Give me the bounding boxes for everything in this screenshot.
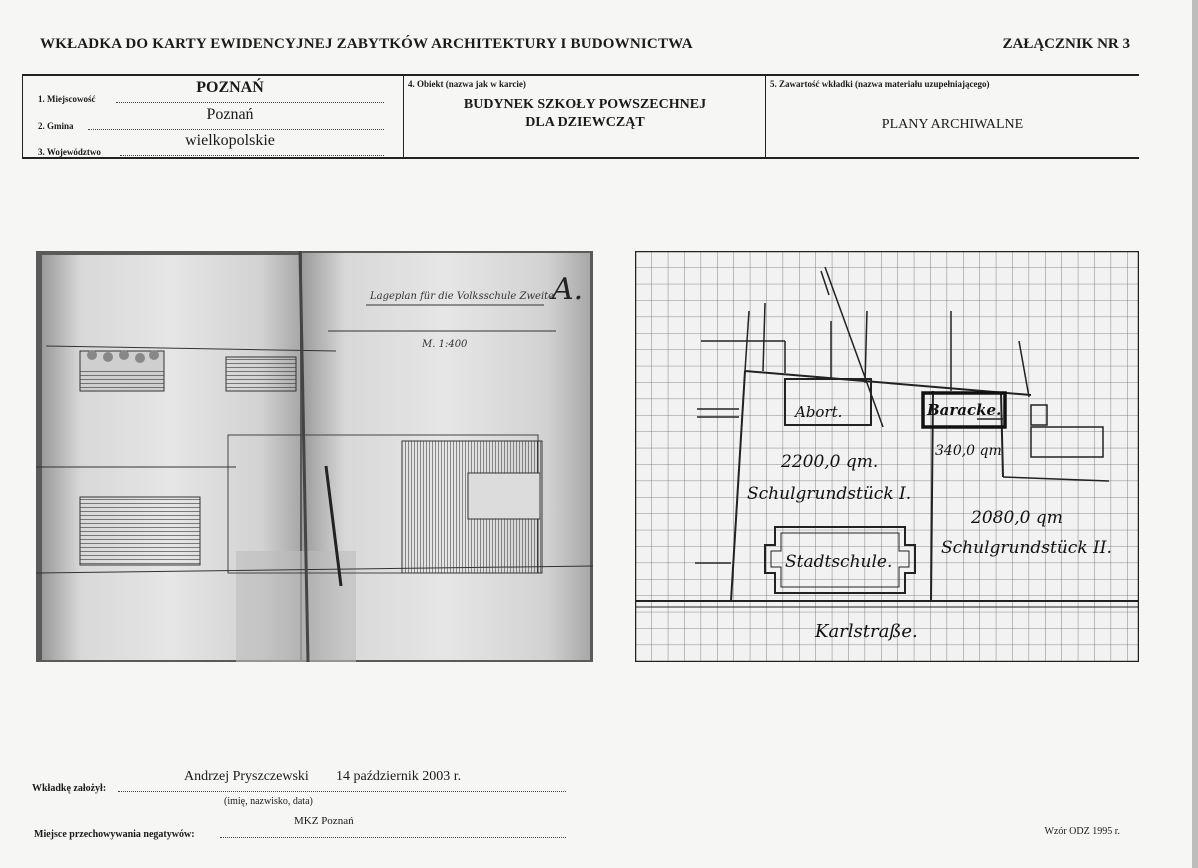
storage-label: Miejsce przechowywania negatywów: bbox=[34, 829, 195, 840]
content-label: 5. Zawartość wkładki (nazwa materiału uzupełniającego) bbox=[770, 79, 990, 89]
author-name: Andrzej Pryszczewski bbox=[184, 769, 309, 784]
annex-number: ZAŁĄCZNIK NR 3 bbox=[1002, 36, 1130, 52]
object-name-line1: BUDYNEK SZKOŁY POWSZECHNEJ bbox=[463, 97, 707, 112]
author-label: Wkładkę założył: bbox=[32, 783, 107, 794]
label-plot-2: Schulgrundstück II. bbox=[941, 538, 1112, 558]
table-divider-1 bbox=[22, 74, 23, 158]
miejscowosc-dots bbox=[116, 102, 384, 103]
miejscowosc-label: 1. Miejscowość bbox=[38, 94, 96, 104]
table-top-rule bbox=[22, 74, 1139, 76]
label-area-baracke: 340,0 qm bbox=[935, 443, 1002, 459]
gmina-value: Poznań bbox=[206, 106, 254, 123]
redrawn-plan-grid bbox=[635, 251, 1139, 662]
wojewodztwo-dots bbox=[120, 155, 384, 156]
form-model-note: Wzór ODZ 1995 r. bbox=[1044, 826, 1120, 837]
wojewodztwo-value: wielkopolskie bbox=[185, 132, 275, 149]
object-label: 4. Obiekt (nazwa jak w karcie) bbox=[408, 79, 526, 89]
object-name-line2: DLA DZIEWCZĄT bbox=[525, 115, 645, 130]
content-value: PLANY ARCHIWALNE bbox=[881, 117, 1024, 132]
archival-plan-photo bbox=[36, 251, 593, 662]
label-baracke: Baracke. bbox=[927, 401, 1002, 419]
label-abort: Abort. bbox=[795, 403, 843, 421]
plan-scale: M. 1:400 bbox=[422, 339, 468, 350]
table-bottom-rule bbox=[22, 157, 1139, 159]
label-plot-1: Schulgrundstück I. bbox=[747, 484, 912, 504]
label-street: Karlstraße. bbox=[815, 621, 918, 642]
storage-dots bbox=[220, 837, 566, 838]
label-stadtschule: Stadtschule. bbox=[785, 552, 893, 572]
document-title: WKŁADKA DO KARTY EWIDENCYJNEJ ZABYTKÓW ARCHITEKTURY I BUDOWNICTWA bbox=[40, 36, 693, 52]
author-date: 14 październik 2003 r. bbox=[336, 769, 462, 784]
plan-corner-letter: A. bbox=[552, 272, 584, 307]
storage-value: MKZ Poznań bbox=[294, 815, 354, 827]
label-area-2: 2080,0 qm bbox=[971, 508, 1063, 528]
wojewodztwo-label: 3. Województwo bbox=[38, 147, 101, 157]
miejscowosc-value: POZNAŃ bbox=[196, 79, 264, 96]
author-hint: (imię, nazwisko, data) bbox=[224, 796, 313, 807]
label-area-1: 2200,0 qm. bbox=[781, 452, 879, 472]
author-dots bbox=[118, 791, 566, 792]
page-edge bbox=[1192, 0, 1198, 868]
gmina-dots bbox=[88, 129, 384, 130]
gmina-label: 2. Gmina bbox=[38, 121, 74, 131]
plan-title: Lageplan für die Volksschule Zweite bbox=[370, 291, 555, 302]
